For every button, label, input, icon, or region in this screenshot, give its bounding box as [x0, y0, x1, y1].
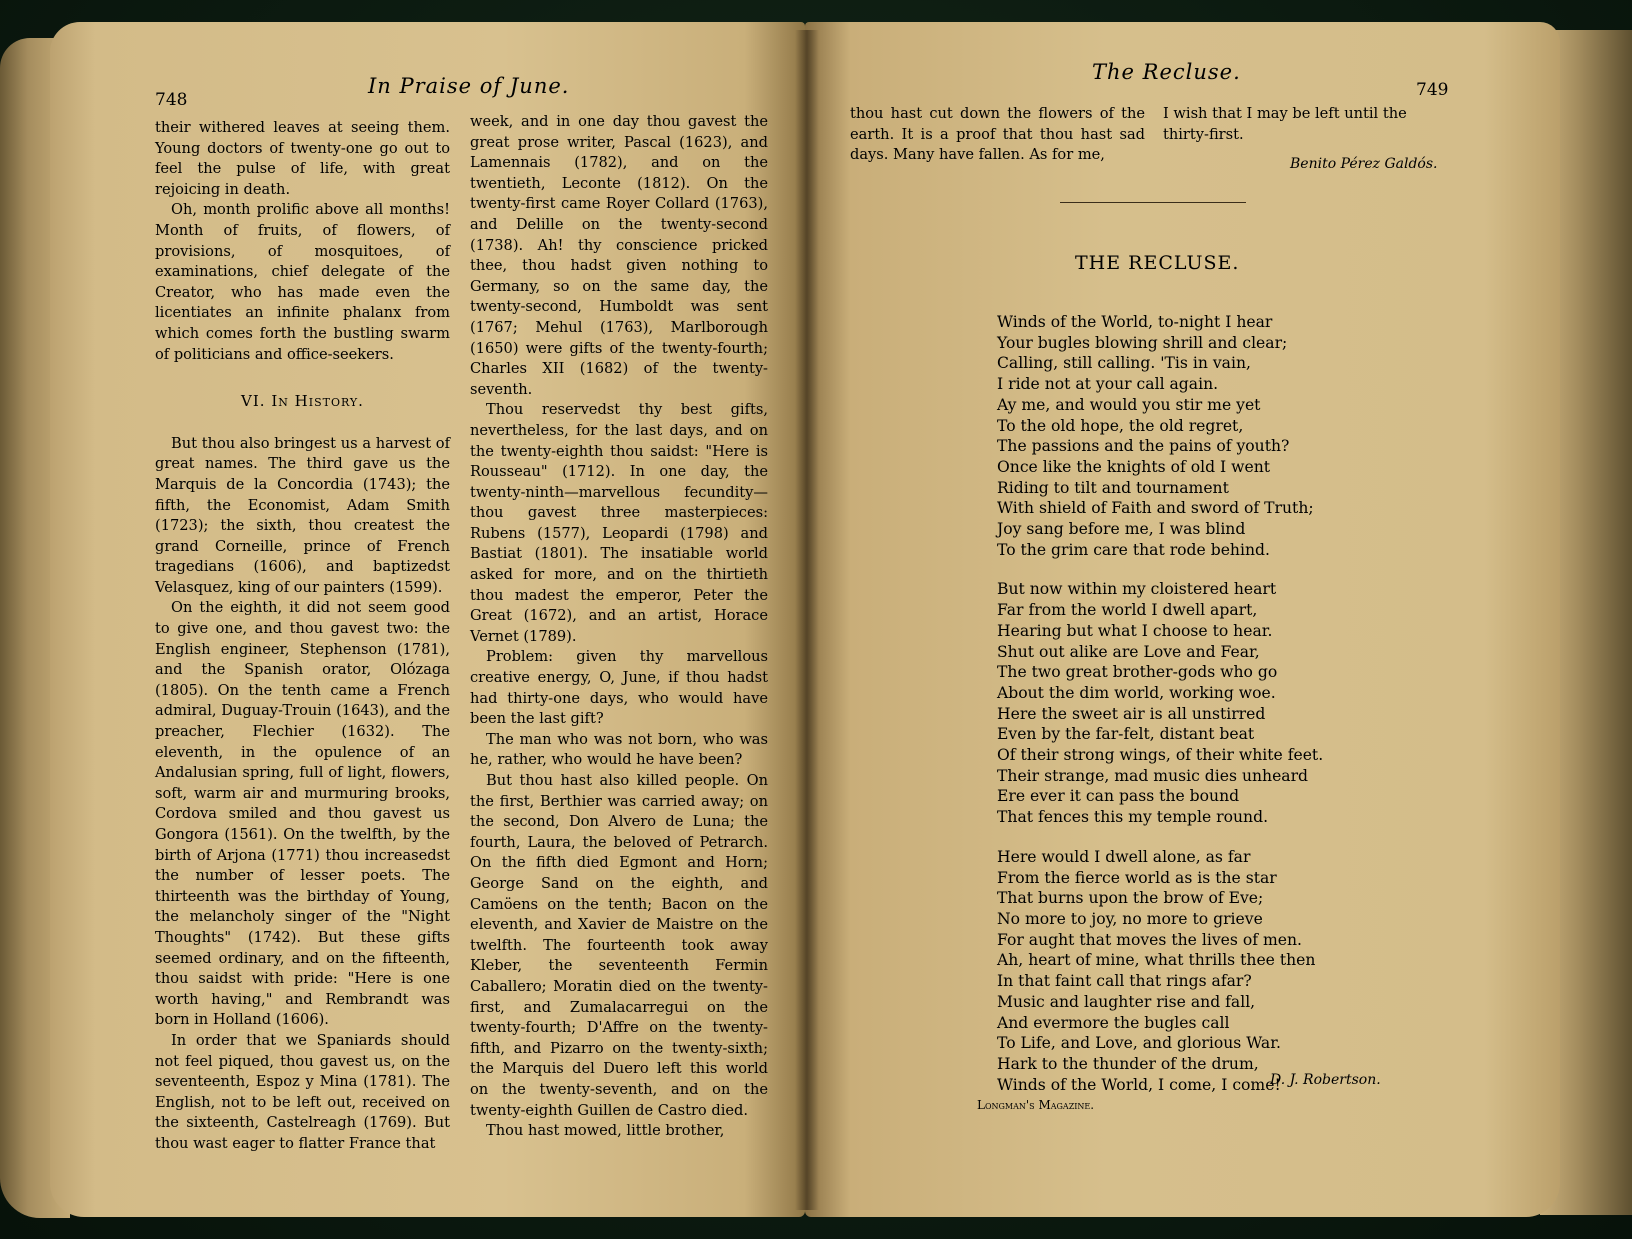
poem-line: Even by the far-felt, distant beat — [997, 725, 1255, 744]
poem-line: But now within my cloistered heart — [997, 580, 1277, 599]
poem-line: Ah, heart of mine, what thrills thee then — [997, 951, 1316, 970]
left-column-2 — [470, 112, 768, 1142]
poem-line: From the fierce world as is the star — [997, 868, 1277, 887]
poem-line: Far from the world I dwell apart, — [997, 601, 1258, 620]
poem-line: To the grim care that rode behind. — [997, 540, 1270, 559]
poem-line: Joy sang before me, I was blind — [997, 520, 1246, 539]
paragraph: Thou hast mowed, little brother, — [486, 1122, 725, 1140]
page-number-right: 749 — [1416, 80, 1449, 100]
paragraph: On the eighth, it did not seem good to give one, and thou gavest two: the English engineer, Stephenson (1781), and the Spanish orator, Olózaga (1805). On the tenth came a French admiral, Duguay-Trouin (1643), and the preacher, Flechier (1632). The eleventh, in the opulence of an Andalusian spring, full of light, flowers, soft, warm air and murmuring brooks, Cordova smiled and thou gavest us Gongora (1561). On the twelfth, by the birth of Arjona (1771) thou increasedst the number of lesser poets. The thirteenth was the birthday of Young, the melancholy singer of the "Night Thoughts" (1742). But these gifts seemed ordinary, and on the fifteenth, thou saidst with pride: "Here is one worth having," and Rembrandt was born in Holland (1606). — [155, 599, 450, 1029]
section-heading: VI. In History. — [241, 392, 364, 411]
poem-line: For aught that moves the lives of men. — [997, 930, 1302, 949]
stanza — [997, 312, 1323, 560]
paragraph: In order that we Spaniards should not feel piqued, thou gavest us, on the seventeenth, Espoz y Mina (1781). The English, not to be left out, received on the sixteenth, Castelreagh (1769). But thou wast eager to flatter France that — [155, 1031, 450, 1152]
stanza — [997, 579, 1323, 827]
poem-line: That burns upon the brow of Eve; — [997, 889, 1264, 908]
running-head-left: In Praise of June. — [368, 74, 570, 98]
poem-line: The two great brother-gods who go — [997, 663, 1278, 682]
divider-rule — [1060, 202, 1246, 203]
poem-line: Here would I dwell alone, as far — [997, 847, 1251, 866]
poem-line: In that faint call that rings afar? — [997, 972, 1252, 991]
page-number-left: 748 — [155, 90, 188, 110]
poem-title: THE RECLUSE. — [1075, 252, 1240, 274]
poem-line: That fences this my temple round. — [997, 808, 1269, 827]
right-top-column-2 — [1163, 104, 1446, 145]
poem-line: Your bugles blowing shrill and clear; — [997, 333, 1288, 352]
poem-line: I ride not at your call again. — [997, 375, 1219, 394]
paragraph: Oh, month prolific above all months! Month of fruits, of flowers, of provisions, of mosquitoes, of examinations, chief delegate of the Creator, who has made even the licentiates an infinite phalanx from which comes forth the bustling swarm of politicians and office-seekers. — [155, 201, 450, 363]
paragraph: But thou hast also killed people. On the first, Berthier was carried away; on the second, Don Alvero de Luna; the fourth, Laura, the beloved of Petrarch. On the fifth died Egmont and Horn; George Sand on the eighth, and Camöens on the tenth; Bacon on the eleventh, and Xavier de Maistre on the twelfth. The fourteenth took away Kleber, the seventeenth Fermin Caballero; Moratin died on the twenty-first, and Zumalacarregui on the twenty-fourth; D'Affre on the twenty-fifth, and Pizarro on the twenty-sixth; the Marquis del Duero left this world on the twenty-seventh, and on the twenty-eighth Guillen de Castro died. — [470, 772, 768, 1119]
poem-line: To Life, and Love, and glorious War. — [997, 1034, 1281, 1053]
poem-line: Calling, still calling. 'Tis in vain, — [997, 354, 1251, 373]
paragraph: I wish that I may be left until the thirty-first. — [1163, 105, 1407, 143]
poem-line: Their strange, mad music dies unheard — [997, 766, 1309, 785]
poem-line: Winds of the World, to-night I hear — [997, 313, 1273, 331]
poem-line: Riding to tilt and tournament — [997, 478, 1229, 497]
paragraph: their withered leaves at seeing them. Young doctors of twenty-one go out to feel the pulse of life, with great rejoicing in death. — [155, 119, 450, 198]
paragraph: thou hast cut down the flowers of the earth. It is a proof that thou hast sad days. Many have fallen. As for me, — [850, 105, 1145, 164]
top-signature: Benito Pérez Galdós. — [1290, 156, 1438, 172]
book-gutter — [795, 30, 819, 1210]
poem-line: Of their strong wings, of their white feet. — [997, 746, 1324, 765]
poem-line: And evermore the bugles call — [997, 1013, 1230, 1032]
poem-signature: D. J. Robertson. — [1270, 1072, 1381, 1088]
poem-line: The passions and the pains of youth? — [997, 437, 1290, 456]
paragraph: But thou also bringest us a harvest of great names. The third gave us the Marquis de la Concordia (1743); the fifth, the Economist, Adam Smith (1723); the sixth, thou createst the grand Corneille, prince of French tragedians (1606), and baptizedst Velasquez, king of our painters (1599). — [155, 434, 450, 596]
poem-line: Music and laughter rise and fall, — [997, 992, 1256, 1011]
right-top-column-1 — [850, 104, 1145, 166]
poem-line: Ay me, and would you stir me yet — [997, 395, 1261, 414]
poem-line: No more to joy, no more to grieve — [997, 909, 1263, 928]
poem-line: Ere ever it can pass the bound — [997, 787, 1240, 806]
paragraph: Problem: given thy marvellous creative energy, O, June, if thou hadst had thirty-one days, who would have been the last gift? — [470, 648, 768, 728]
poem-line: Shut out alike are Love and Fear, — [997, 642, 1260, 661]
running-head-right: The Recluse. — [1092, 60, 1241, 84]
poem — [997, 312, 1323, 1114]
source-credit: Longman's Magazine. — [977, 1098, 1095, 1112]
poem-line: Once like the knights of old I went — [997, 457, 1271, 476]
paragraph: Thou reservedst thy best gifts, nevertheless, for the last days, and on the twenty-eighth thou saidst: "Here is Rousseau" (1712). In one day, the twenty-ninth—marvellous fecundity—thou gavest three masterpieces: Rubens (1577), Leopardi (1798) and Bastiat (1801). The insatiable world asked for more, and on the thirtieth thou madest the emperor, Peter the Great (1672), and an artist, Horace Vernet (1789). — [470, 401, 768, 645]
poem-line: Hark to the thunder of the drum, — [997, 1054, 1259, 1073]
stanza — [997, 847, 1323, 1095]
left-column-1 — [155, 118, 450, 1155]
poem-line: Hearing but what I choose to hear. — [997, 621, 1273, 640]
paragraph: The man who was not born, who was he, rather, who would he have been? — [470, 730, 768, 769]
poem-line: About the dim world, working woe. — [997, 683, 1276, 702]
poem-line: Here the sweet air is all unstirred — [997, 704, 1266, 723]
paragraph: week, and in one day thou gavest the great prose writer, Pascal (1623), and Lamennais (1782), and on the twentieth, Leconte (1812). On the twenty-first came Royer Collard (1763), and Delille on the twenty-second (1738). Ah! thy conscience pricked thee, thou hadst given nothing to Germany, so on the same day, the twenty-second, Humboldt was sent (1767; Mehul (1763), Marlborough (1650) were gifts of the twenty-fourth; Charles XII (1682) of the twenty-seventh. — [470, 113, 768, 398]
poem-line: To the old hope, the old regret, — [997, 416, 1244, 435]
poem-line: Winds of the World, I come, I come! — [997, 1075, 1281, 1094]
poem-line: With shield of Faith and sword of Truth; — [997, 499, 1314, 518]
